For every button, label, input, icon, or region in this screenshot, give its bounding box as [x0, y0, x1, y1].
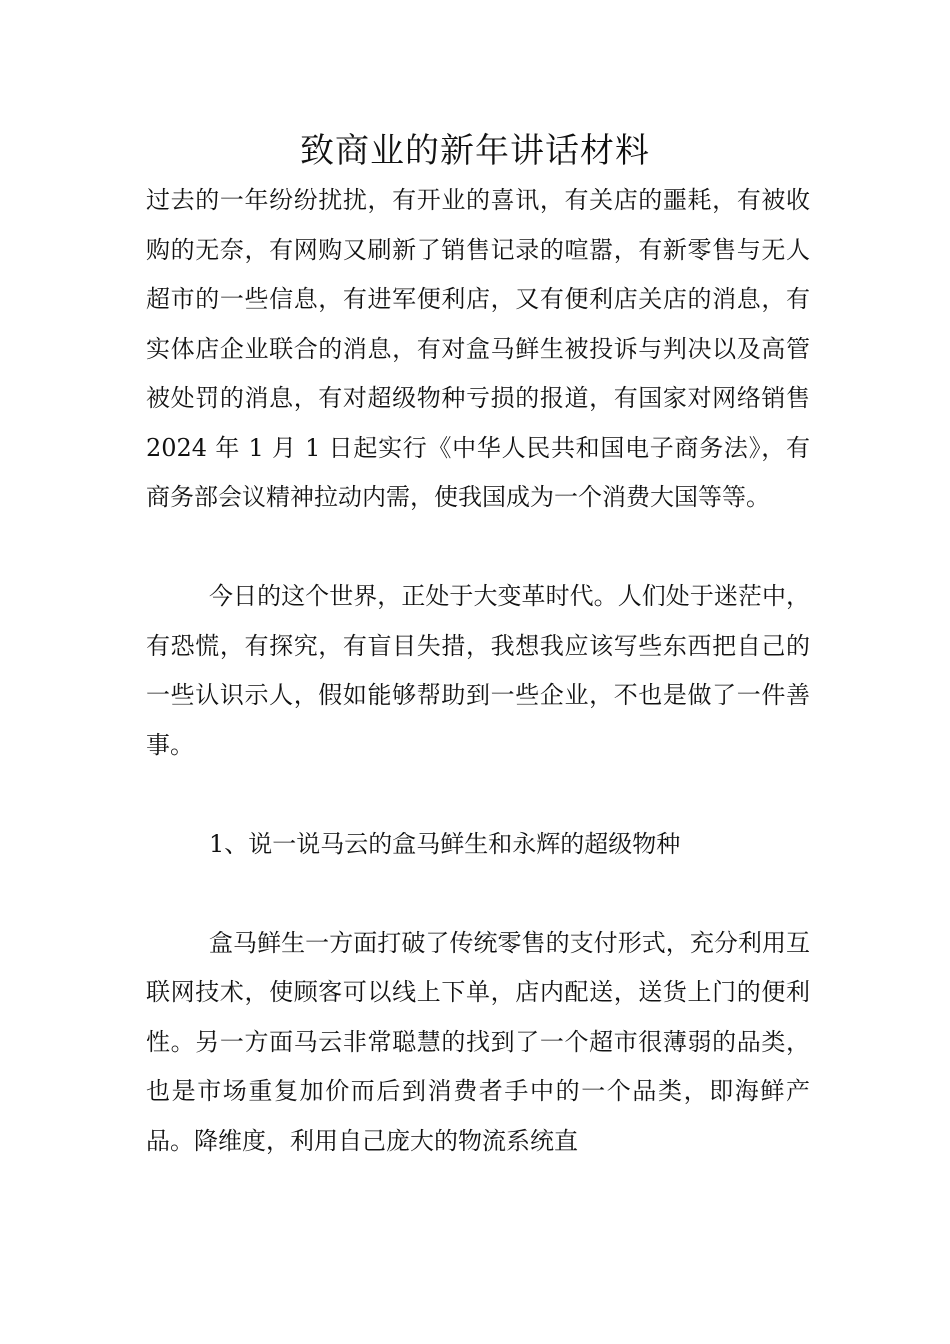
paragraph-intro: 过去的一年纷纷扰扰，有开业的喜讯，有关店的噩耗，有被收购的无奈，有网购又刷新了销售记录的喧嚣，有新零售与无人超市的一些信息，有进军便利店，又有便利店关店的消息，有实体店企业联合的消息，有对盒马鲜生被投诉与判决以及高管被处罚的消息，有对超级物种亏损的报道，有国家对网络销售 2024 年 1 月 1 日起实行《中华人民共和国电子商务法》，有商务部会议精神拉动内需，使我国成为一个消费大国等等。: [146, 186, 810, 511]
document-body: [146, 176, 810, 1166]
section-heading: 1、说一说马云的盒马鲜生和永辉的超级物种: [209, 829, 681, 858]
paragraph-spacer: [146, 523, 810, 573]
paragraph-hema: 盒马鲜生一方面打破了传统零售的支付形式，充分利用互联网技术，使顾客可以线上下单，店内配送，送货上门的便利性。另一方面马云非常聪慧的找到了一个超市很薄弱的品类，也是市场重复加价而后到消费者手中的一个品类，即海鲜产品。降维度，利用自己庞大的物流系统直: [146, 928, 810, 1155]
paragraph-spacer: [146, 770, 810, 820]
document-title: 致商业的新年讲话材料: [300, 131, 650, 171]
paragraph-spacer: [146, 869, 810, 919]
paragraph-era: 今日的这个世界，正处于大变革时代。人们处于迷茫中，有恐慌，有探究，有盲目失措，我想我应该写些东西把自己的一些认识示人，假如能够帮助到一些企业，不也是做了一件善事。: [146, 582, 810, 759]
